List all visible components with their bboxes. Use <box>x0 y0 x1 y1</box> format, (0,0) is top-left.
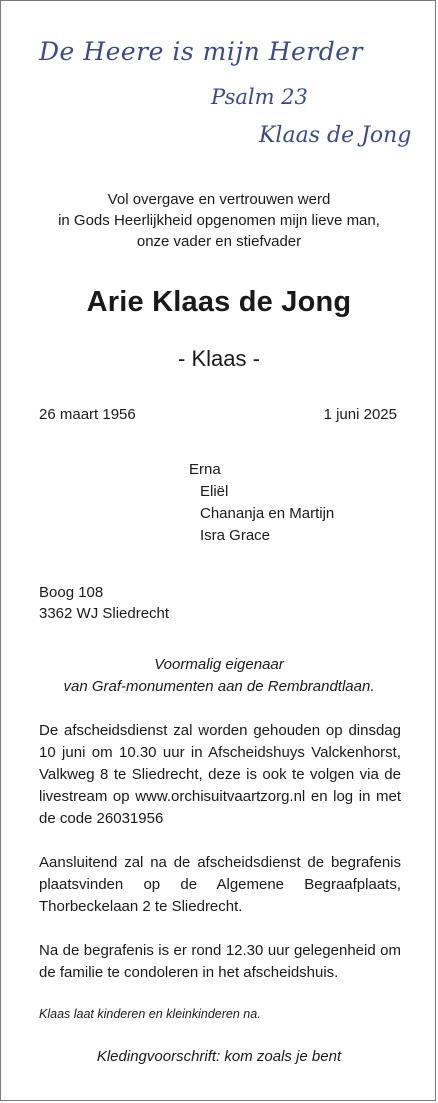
handwritten-verse: De Heere is mijn Herder <box>39 37 363 66</box>
intro-line: onze vader en stiefvader <box>136 233 302 250</box>
handwritten-signature: Klaas de Jong <box>259 123 412 148</box>
birth-date: 26 maart 1956 <box>39 406 136 423</box>
death-date: 1 juni 2025 <box>323 406 397 423</box>
family-note: Klaas laat kinderen en kleinkinderen na. <box>39 1007 261 1021</box>
address-city: 3362 WJ Sliedrecht <box>39 605 170 622</box>
intro-line: in Gods Heerlijkheid opgenomen mijn lieve man, <box>58 212 380 229</box>
address-street: Boog 108 <box>39 584 104 601</box>
service-paragraph: De afscheidsdienst zal worden gehouden op dinsdag 10 juni om 10.30 uur in Afscheidshuys Valckenhorst, Valkweg 8 te Sliedrecht, deze is ook te volgen via de livestream op www.orchisuitvaartzorg.nl en log in met de code 26031956 <box>39 722 401 827</box>
child-name: Chananja en Martijn <box>200 505 335 522</box>
former-role-line: van Graf-monumenten aan de Rembrandtlaan. <box>63 678 375 695</box>
condolence-paragraph: Na de begrafenis is er rond 12.30 uur gelegenheid om de familie te condoleren in het afscheidshuis. <box>39 942 401 981</box>
deceased-name: Arie Klaas de Jong <box>86 286 352 318</box>
intro-line: Vol overgave en vertrouwen werd <box>107 191 331 208</box>
intro-text <box>1 189 437 252</box>
family-list <box>189 459 334 547</box>
correspondence-address <box>39 582 169 624</box>
spouse-name: Erna <box>189 461 221 478</box>
child-name: Eliël <box>200 483 229 500</box>
burial-paragraph: Aansluitend zal na de afscheidsdienst de begrafenis plaatsvinden op de Algemene Begraafplaats, Thorbeckelaan 2 te Sliedrecht. <box>39 854 401 915</box>
former-role-line: Voormalig eigenaar <box>154 656 284 673</box>
child-name: Isra Grace <box>200 527 271 544</box>
former-role <box>1 654 437 698</box>
dress-code: Kledingvoorschrift: kom zoals je bent <box>96 1048 342 1065</box>
handwritten-psalm: Psalm 23 <box>211 85 308 109</box>
nickname: - Klaas - <box>178 346 260 371</box>
